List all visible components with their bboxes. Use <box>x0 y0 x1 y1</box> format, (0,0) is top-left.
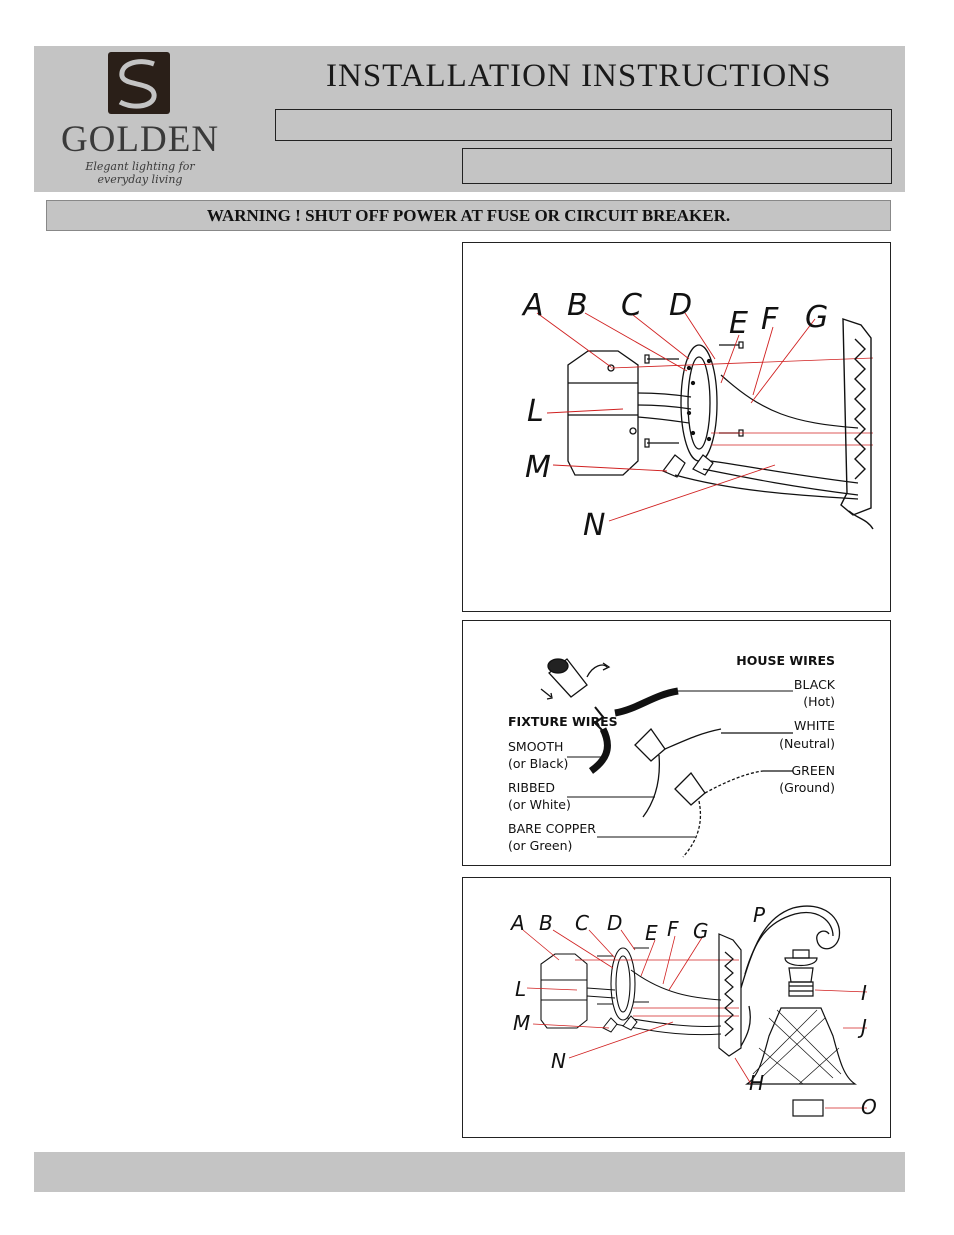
callout-e: E <box>645 921 658 945</box>
fixture-wires-heading: FIXTURE WIRES <box>508 714 618 729</box>
house-wires-heading: HOUSE WIRES <box>736 653 835 668</box>
callout-e: E <box>729 306 748 341</box>
or-green-label: (or Green) <box>508 838 573 853</box>
ground-wire <box>675 771 793 857</box>
wiring-diagram <box>463 621 889 864</box>
callout-leaders <box>537 313 815 521</box>
callout-g: G <box>693 919 709 943</box>
wire-nut <box>603 1018 617 1032</box>
callout-p: P <box>753 903 766 927</box>
junction-box <box>568 351 638 475</box>
header-band <box>34 46 905 192</box>
bare-copper-label: BARE COPPER <box>508 821 596 836</box>
mounting-diagram <box>463 243 889 610</box>
or-white-label: (or White) <box>508 797 571 812</box>
alignment-guides <box>611 358 873 445</box>
black-label: BLACK <box>793 677 835 692</box>
neutral-label: (Neutral) <box>779 736 835 751</box>
warning-banner: WARNING ! SHUT OFF POWER AT FUSE OR CIRCUIT BREAKER. <box>46 200 891 231</box>
neutral-wire <box>635 729 793 817</box>
bulb-box <box>793 1100 823 1116</box>
wiring-diagram-panel <box>462 620 891 866</box>
assembly-diagram-panel <box>462 877 891 1138</box>
green-label: GREEN <box>791 763 835 778</box>
brand-logo <box>60 52 220 186</box>
callout-d: D <box>669 288 693 323</box>
page-title: INSTALLATION INSTRUCTIONS <box>326 58 832 94</box>
junction-box <box>541 954 587 1028</box>
callout-h: H <box>749 1071 765 1095</box>
wire-nut-icon <box>541 659 609 699</box>
alignment-guides <box>575 960 739 1016</box>
callout-c: C <box>621 288 642 323</box>
wall-backplate <box>719 934 741 1056</box>
callout-b: B <box>539 911 553 935</box>
callout-m: M <box>525 450 551 485</box>
callout-n: N <box>551 1049 566 1073</box>
callout-a: A <box>511 911 525 935</box>
ribbed-label: RIBBED <box>508 780 556 795</box>
brand-name: GOLDEN <box>60 119 220 160</box>
callout-o: O <box>861 1095 877 1119</box>
socket-cup <box>785 950 817 996</box>
item-field <box>462 148 892 184</box>
white-label: WHITE <box>794 718 835 733</box>
assembly-diagram <box>463 878 889 1136</box>
or-black-label: (or Black) <box>508 756 569 771</box>
mounting-diagram-panel <box>462 242 891 612</box>
model-field <box>275 109 892 141</box>
wire-nuts <box>663 455 713 477</box>
callout-d: D <box>607 911 623 935</box>
callout-leaders <box>523 930 867 1108</box>
callout-i: I <box>861 981 867 1005</box>
fixture-wires <box>675 375 858 499</box>
box-wires <box>638 393 691 423</box>
callout-j: J <box>861 1015 867 1039</box>
callout-f: F <box>761 302 779 337</box>
callout-l: L <box>527 394 544 429</box>
mounting-plate <box>681 345 717 461</box>
footer-band <box>34 1152 905 1192</box>
callout-b: B <box>567 288 588 323</box>
callout-g: G <box>805 300 829 335</box>
callout-l: L <box>515 977 527 1001</box>
brand-tagline: Elegant lighting for everyday living <box>85 160 195 186</box>
hot-wire <box>591 691 793 771</box>
callout-c: C <box>575 911 589 935</box>
logo-mark-icon <box>108 52 170 114</box>
mounting-plate <box>611 948 635 1020</box>
smooth-label: SMOOTH <box>508 739 564 754</box>
callout-a: A <box>523 288 544 323</box>
wall-backplate <box>841 319 873 529</box>
callout-f: F <box>667 917 679 941</box>
hot-label: (Hot) <box>803 694 835 709</box>
ground-label: (Ground) <box>779 780 835 795</box>
callout-m: M <box>513 1011 531 1035</box>
callout-n: N <box>583 508 606 543</box>
